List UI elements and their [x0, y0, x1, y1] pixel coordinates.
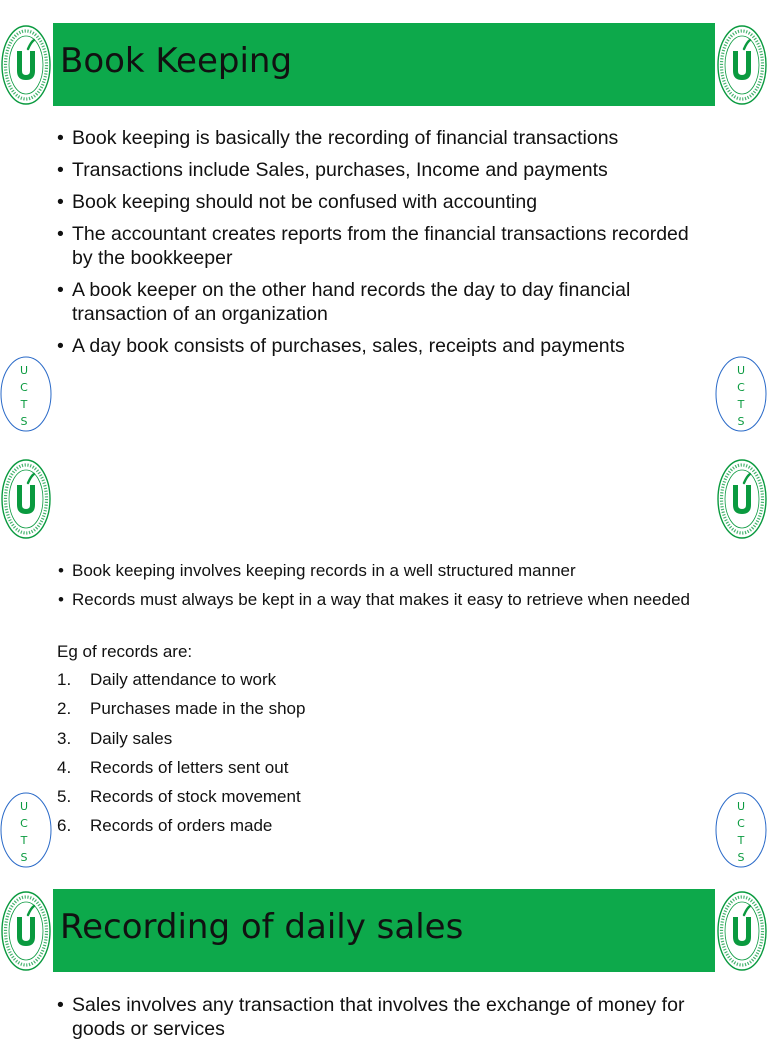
school-logo-right — [716, 890, 768, 972]
ucts-letter: S — [20, 415, 28, 428]
ucts-letter: C — [20, 817, 28, 830]
school-logo-right — [716, 458, 768, 540]
bullet-item: • Book keeping involves keeping records in a well structured manner — [72, 560, 692, 581]
list-number: 5. — [57, 787, 72, 807]
school-logo-left — [0, 458, 52, 540]
ucts-letter: S — [20, 851, 28, 864]
ucts-badge-icon — [715, 356, 767, 432]
slide-book-keeping — [0, 0, 768, 432]
list-item — [57, 815, 305, 836]
ucts-badge-icon — [0, 356, 52, 432]
bullet-list — [72, 560, 692, 618]
ucts-letter: S — [737, 415, 745, 428]
school-logo-left — [0, 24, 52, 106]
ucts-letter: C — [737, 381, 745, 394]
ucts-letter: U — [736, 800, 746, 813]
ucts-badge-right — [715, 356, 767, 432]
bullet-list — [72, 126, 692, 366]
ucts-letter: U — [736, 364, 746, 377]
bullet-item: • Book keeping is basically the recording of financial transactions — [72, 126, 692, 150]
list-item — [57, 698, 305, 719]
list-text: Purchases made in the shop — [90, 699, 306, 719]
bullet-item: • A book keeper on the other hand records the day to day financial transaction of an organization — [72, 278, 692, 326]
bullet-item: • A day book consists of purchases, sales, receipts and payments — [72, 334, 692, 358]
school-logo-left — [0, 890, 52, 972]
list-number: 2. — [57, 699, 72, 719]
list-number: 3. — [57, 728, 72, 748]
ucts-badge-left — [0, 792, 52, 868]
ucts-badge-right — [715, 792, 767, 868]
school-crest-icon — [0, 890, 52, 972]
ucts-letter: U — [19, 364, 29, 377]
list-item — [57, 757, 305, 778]
list-text: Daily attendance to work — [90, 670, 277, 689]
numbered-list — [57, 669, 305, 845]
ucts-letter: C — [20, 381, 28, 394]
list-number: 6. — [57, 816, 72, 836]
ucts-badge-icon — [715, 792, 767, 868]
ucts-badge-left — [0, 356, 52, 432]
list-item — [57, 728, 305, 749]
ucts-badge-icon — [0, 792, 52, 868]
list-item — [57, 669, 305, 690]
records-intro: Eg of records are: — [57, 642, 193, 661]
bullet-list — [72, 993, 712, 1041]
ucts-letter: T — [20, 398, 28, 411]
slide-recording-daily-sales — [0, 864, 768, 1040]
school-crest-icon — [0, 458, 52, 540]
slide-title: Book Keeping — [60, 41, 293, 81]
ucts-letter: T — [737, 834, 745, 847]
bullet-item: • Sales involves any transaction that involves the exchange of money for goods or services — [72, 993, 712, 1041]
slide-title: Recording of daily sales — [60, 907, 464, 947]
ucts-letter: T — [737, 398, 745, 411]
bullet-item: • Records must always be kept in a way that makes it easy to retrieve when needed — [72, 589, 692, 610]
slide-records — [0, 432, 768, 864]
school-logo-right — [716, 24, 768, 106]
bullet-item: • Book keeping should not be confused with accounting — [72, 190, 692, 214]
list-item — [57, 786, 305, 807]
bullet-item: • Transactions include Sales, purchases, Income and payments — [72, 158, 692, 182]
bullet-item: • The accountant creates reports from the financial transactions recorded by the bookkeeper — [72, 222, 692, 270]
ucts-letter: T — [20, 834, 28, 847]
list-number: 4. — [57, 757, 72, 777]
title-bar — [53, 23, 715, 106]
school-crest-icon — [716, 458, 768, 540]
list-number: 1. — [57, 670, 72, 689]
ucts-letter: C — [737, 817, 745, 830]
list-text: Records of stock movement — [90, 787, 301, 807]
list-text: Daily sales — [90, 728, 173, 748]
school-crest-icon — [716, 890, 768, 972]
list-text: Records of orders made — [90, 816, 273, 836]
ucts-letter: S — [737, 851, 745, 864]
school-crest-icon — [716, 24, 768, 106]
list-text: Records of letters sent out — [90, 757, 289, 777]
school-crest-icon — [0, 24, 52, 106]
title-bar — [53, 889, 715, 972]
ucts-letter: U — [19, 800, 29, 813]
